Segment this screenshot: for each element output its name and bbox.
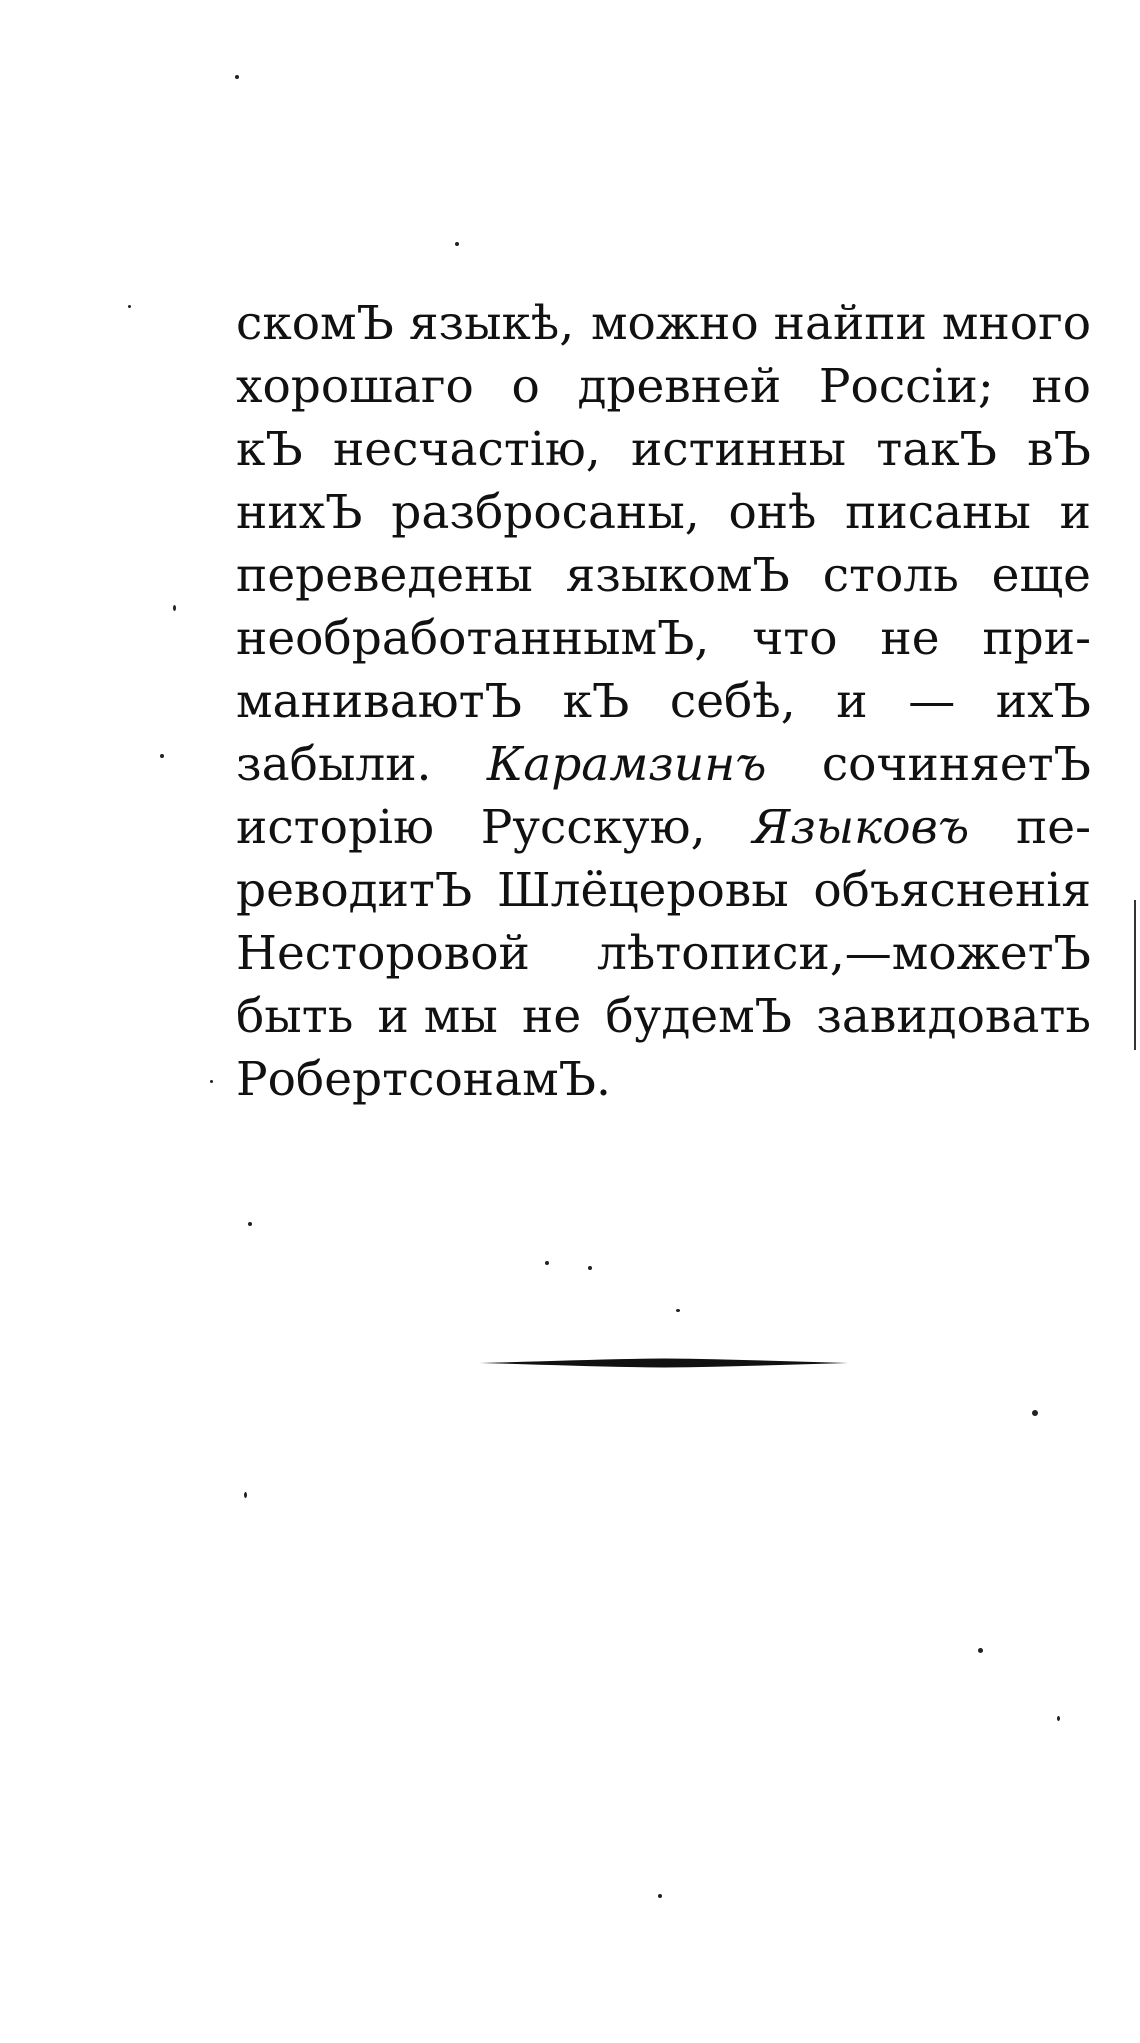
word: Несторовой	[236, 926, 530, 981]
word: и мы	[377, 989, 498, 1044]
word: древней	[577, 359, 782, 414]
word: забыли.	[236, 737, 432, 792]
word: можно найпи много	[590, 296, 1091, 351]
word: лѣтописи,—можетЪ	[597, 926, 1091, 981]
scan-speck	[1032, 1410, 1038, 1416]
word: о	[511, 359, 540, 414]
author-name: Языковъ	[752, 800, 970, 855]
word: нихЪ	[236, 485, 363, 540]
horizontal-rule	[480, 1356, 848, 1370]
text-line	[236, 607, 1091, 670]
word: исторію	[236, 800, 434, 855]
scan-speck	[244, 1492, 247, 1498]
word: разбросаны,	[391, 485, 700, 540]
word: Россіи;	[818, 359, 994, 414]
word: такЪ	[876, 422, 997, 477]
text-line	[236, 670, 1091, 733]
body-text	[236, 292, 1091, 1111]
word: скомЪ языкѣ,	[236, 296, 575, 351]
word: быть	[236, 989, 354, 1044]
scan-speck	[588, 1266, 592, 1270]
text-line	[236, 859, 1091, 922]
scan-speck	[173, 605, 176, 611]
text-line	[236, 418, 1091, 481]
word: несчастію,	[332, 422, 601, 477]
scan-speck	[978, 1648, 983, 1653]
word: столь	[822, 548, 959, 603]
word: сочиняетЪ	[821, 737, 1091, 792]
text-line	[236, 1048, 1091, 1111]
word: завидовать	[816, 989, 1091, 1044]
word: но	[1031, 359, 1091, 414]
author-name: Карамзинъ	[486, 737, 767, 792]
word: маниваютЪ	[236, 674, 522, 729]
word: реводитЪ	[236, 863, 473, 918]
text-line	[236, 796, 1091, 859]
word: себѣ,	[669, 674, 796, 729]
word: что	[752, 611, 838, 666]
word: Русскую,	[480, 800, 706, 855]
word: хорошаго	[236, 359, 474, 414]
word: не	[522, 989, 582, 1044]
scan-speck	[658, 1894, 662, 1898]
scan-speck	[160, 754, 164, 758]
word: объясненія	[813, 863, 1091, 918]
scan-speck	[248, 1222, 252, 1226]
text-line	[236, 985, 1091, 1048]
word: онѣ	[728, 485, 817, 540]
word: кЪ	[236, 422, 303, 477]
word: кЪ	[562, 674, 630, 729]
scan-speck	[545, 1261, 549, 1265]
scan-edge-line	[1134, 900, 1136, 1050]
word: переведены	[236, 548, 533, 603]
word: —	[908, 674, 956, 729]
word: ихЪ	[995, 674, 1091, 729]
text-line	[236, 481, 1091, 544]
word: будемЪ	[605, 989, 792, 1044]
word: при-	[982, 611, 1091, 666]
text-line	[236, 292, 1091, 355]
scan-speck	[1057, 1716, 1060, 1721]
scan-speck	[210, 1080, 213, 1083]
word: не	[880, 611, 940, 666]
word: писаны	[845, 485, 1031, 540]
text-line	[236, 544, 1091, 607]
word: РобертсонамЪ.	[236, 1052, 611, 1107]
word: языкомЪ	[565, 548, 790, 603]
word: Шлёцеровы	[497, 863, 789, 918]
scan-speck	[235, 75, 239, 79]
text-line	[236, 922, 1091, 985]
word: вЪ	[1027, 422, 1091, 477]
word: необработаннымЪ,	[236, 611, 710, 666]
scan-speck	[676, 1309, 680, 1312]
text-line	[236, 733, 1091, 796]
word: пе-	[1015, 800, 1091, 855]
word: еще	[991, 548, 1091, 603]
word: и	[836, 674, 868, 729]
word: истинны	[630, 422, 846, 477]
word: и	[1059, 485, 1091, 540]
text-line	[236, 355, 1091, 418]
scan-speck	[128, 305, 131, 308]
scan-speck	[455, 242, 459, 246]
